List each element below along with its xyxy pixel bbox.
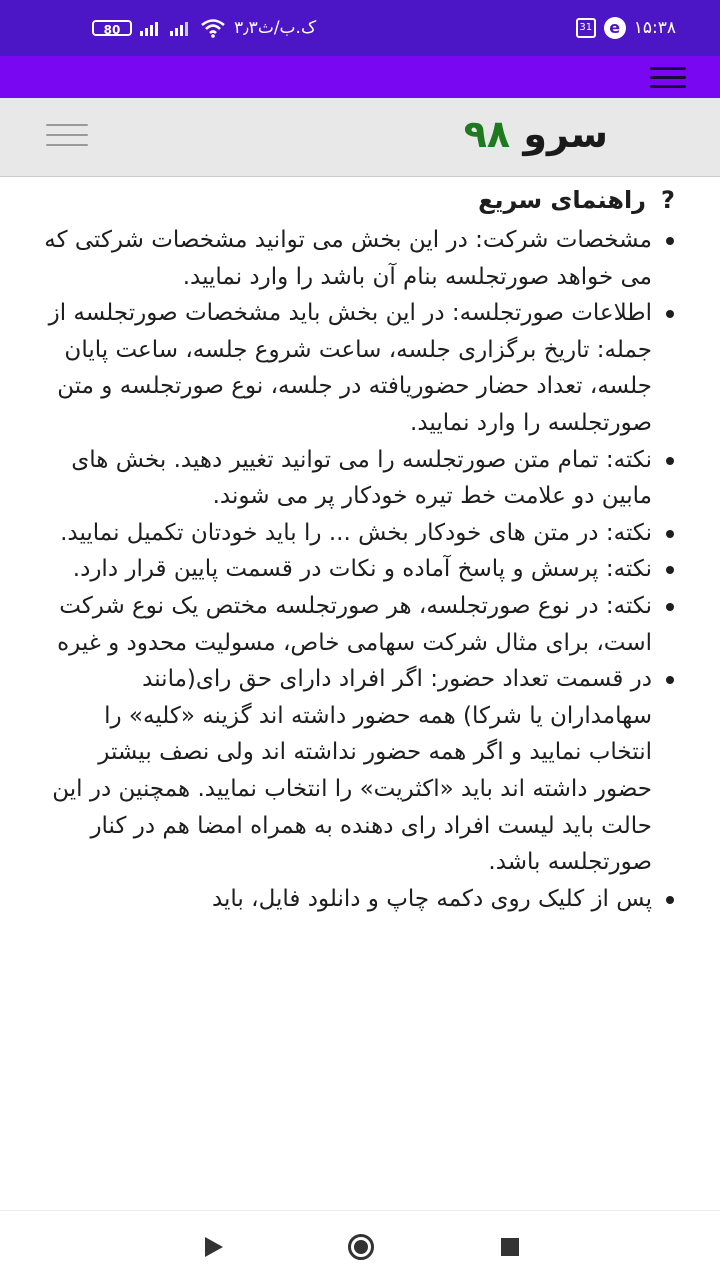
home-icon (348, 1234, 374, 1260)
brand-logo[interactable] (464, 112, 608, 156)
list-item: در قسمت تعداد حضور: اگر افراد دارای حق رای(مانند سهامداران یا شرکا) همه حضور داشته اند گزینه «کلیه» را انتخاب نمایید و اگر همه حضور نداشته اند ولی نصف بیشتر حضور داشته اند باید «اکثریت» را انتخاب نمایید. همچنین در این حالت باید لیست افراد رای دهنده به همراه امضا هم در کنار صورتجلسه باشد. (38, 661, 652, 881)
signal-2-icon (170, 20, 192, 36)
menu-icon[interactable] (650, 67, 686, 91)
app-bar (0, 56, 720, 98)
app-notification-icon: e (604, 17, 626, 39)
system-nav-bar (0, 1210, 720, 1281)
back-button[interactable] (196, 1229, 232, 1265)
status-left-group (92, 14, 316, 42)
brand-word: سرو (523, 112, 608, 156)
question-icon: ? (661, 186, 675, 214)
brand-number: ۹۸ (463, 112, 511, 156)
list-item: مشخصات شرکت: در این بخش می توانید مشخصات شرکتی که می خواهد صورتجلسه بنام آن باشد را وارد نمایید. (38, 222, 652, 295)
calendar-icon: 31 (576, 18, 596, 38)
site-menu-icon[interactable] (46, 124, 88, 148)
home-button[interactable] (343, 1229, 379, 1265)
back-icon (205, 1237, 223, 1257)
recents-button[interactable] (492, 1229, 528, 1265)
list-item: نکته: در نوع صورتجلسه، هر صورتجلسه مختص یک نوع شرکت است، برای مثال شرکت سهامی خاص، مسولیت محدود و غیره (38, 588, 652, 661)
status-right-group (576, 14, 676, 42)
list-item: پس از کلیک روی دکمه چاپ و دانلود فایل، باید (38, 881, 652, 918)
recents-icon (501, 1238, 519, 1256)
site-header (0, 98, 720, 177)
list-item: نکته: پرسش و پاسخ آماده و نکات در قسمت پایین قرار دارد. (38, 551, 652, 588)
network-speed: ۳٫۳ک.ب/ث (234, 18, 317, 38)
battery-level: 80 (103, 23, 121, 37)
list-item: اطلاعات صورتجلسه: در این بخش باید مشخصات صورتجلسه از جمله: تاریخ برگزاری جلسه، ساعت شروع جلسه، ساعت پایان جلسه، تعداد حضار حضوریافته در جلسه، نوع صورتجلسه و متن صورتجلسه را وارد نمایید. (38, 295, 652, 441)
guide-list (38, 222, 684, 917)
guide-content (38, 178, 684, 1208)
status-bar (0, 0, 720, 56)
clock: ۱۵:۳۸ (633, 18, 676, 38)
guide-title: راهنمای سریع (478, 186, 646, 214)
guide-heading (38, 178, 684, 222)
battery-icon (92, 20, 132, 36)
list-item: نکته: تمام متن صورتجلسه را می توانید تغییر دهید. بخش های مابین دو علامت خط تیره خودکار پر می شوند. (38, 442, 652, 515)
wifi-icon (200, 18, 226, 38)
signal-icon (140, 20, 162, 36)
list-item: نکته: در متن های خودکار بخش ... را باید خودتان تکمیل نمایید. (38, 515, 652, 552)
